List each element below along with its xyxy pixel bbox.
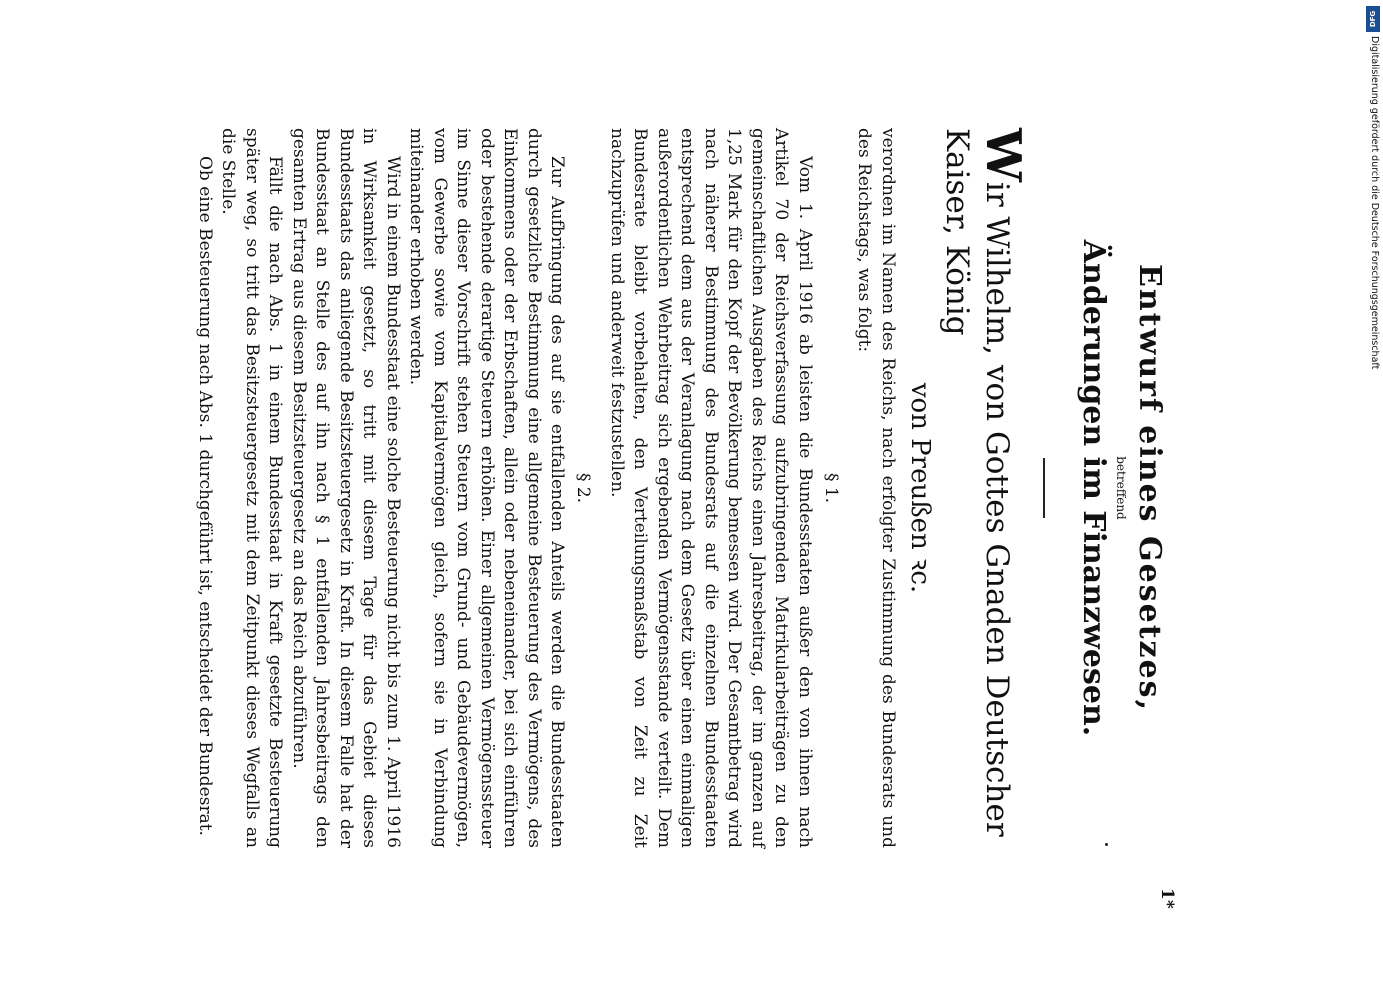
betreffend-label: betreffend: [1114, 456, 1128, 520]
title-divider: [1043, 458, 1045, 518]
drop-capital: W: [975, 128, 1031, 182]
section-1-paragraph: Vom 1. April 1916 ab leisten die Bundesstaaten außer den von ihnen nach Artikel 70 der Reichsverfassung aufzubringenden Matrikularbeiträgen zu den gemeinschaftlichen Ausgaben des Reichs einen Jahresbeitrag, der im ganzen auf 1,25 Mark für den Kopf der Bevölkerung bemessen wird. Der Gesamtbetrag wird nach näherer Bestimmung des Bundesrats auf die einzelnen Bundesstaaten entsprechend dem aus der Veranlagung nach dem Gesetz über einen einmaligen außerordentlichen Wehrbeitrag sich ergebenden Vermögensstande verteilt. Dem Bundesrate bleibt vorbehalten, den Verteilungsmaßstab von Zeit zu Zeit nachzuprüfen und anderweit festzustellen.: [607, 128, 815, 848]
page-number: 1*: [1157, 888, 1177, 909]
intro-paragraph: verordnen im Namen des Reichs, nach erfolgter Zustimmung des Bundesrats und des Reichstags, was folgt:: [854, 128, 898, 848]
document-page: [159, 128, 1177, 909]
section-2-label: § 2.: [573, 472, 594, 504]
dfg-watermark: [1366, 6, 1382, 391]
document-subtitle: Änderungen im Finanzwesen.: [1076, 239, 1111, 737]
section-2-paragraph-2: Wird in einem Bundesstaat eine solche Besteuerung nicht bis zum 1. April 1916 in Wirksamkeit gesetzt, so tritt mit diesem Tage für das Gebiet dieses Bundesstaats das anliegende Besitzsteuergesetz in Kraft. In diesem Falle hat der Bundesstaat an Stelle des auf ihn nach § 1 entfallenden Jahresbeitrags den gesamten Ertrag aus diesem Besitzsteuergesetz an das Reich abzuführen.: [289, 128, 403, 848]
section-2-paragraph-4: Ob eine Besteuerung nach Abs. 1 durchgeführt ist, entscheidet der Bundesrat.: [195, 156, 215, 836]
scan-speck: [1105, 843, 1108, 846]
enacting-heading-line2: von Preußen ꝛc.: [905, 382, 935, 594]
dfg-logo-icon: DFG: [1366, 6, 1380, 32]
dfg-credit-text: Digitalisierung gefördert durch die Deutsche Forschungsgemeinschaft: [1369, 36, 1380, 370]
document-title: Entwurf eines Gesetzes,: [1132, 263, 1167, 713]
enacting-heading: [937, 128, 1031, 848]
enacting-heading-text: ir Wilhelm, von Gottes Gnaden Deutscher Kaiser, König: [939, 128, 1015, 837]
section-2-paragraph-3: Fällt die nach Abs. 1 in einem Bundesstaat in Kraft gesetzte Besteuerung später weg, so tritt das Besitzsteuergesetz mit dem Zeitpunkt dieses Wegfalls an die Stelle.: [218, 128, 286, 848]
section-1-label: § 1.: [821, 472, 841, 504]
section-2-paragraph-1: Zur Aufbringung des auf sie entfallenden Anteils werden die Bundesstaaten durch gesetzliche Bestimmung eine allgemeine Besteuerung des Vermögens, des Einkommens oder der Erbschaften, allein oder nebeneinander, bei sich einführen oder bestehende derartige Steuern erhöhen. Einer allgemeinen Vermögenssteuer im Sinne dieser Vorschrift stehen Steuern vom Grund- und Gebäudevermögen, vom Gewerbe sowie vom Kapitalvermögen gleich, sofern sie in Verbindung miteinander erhoben werden.: [406, 128, 568, 848]
